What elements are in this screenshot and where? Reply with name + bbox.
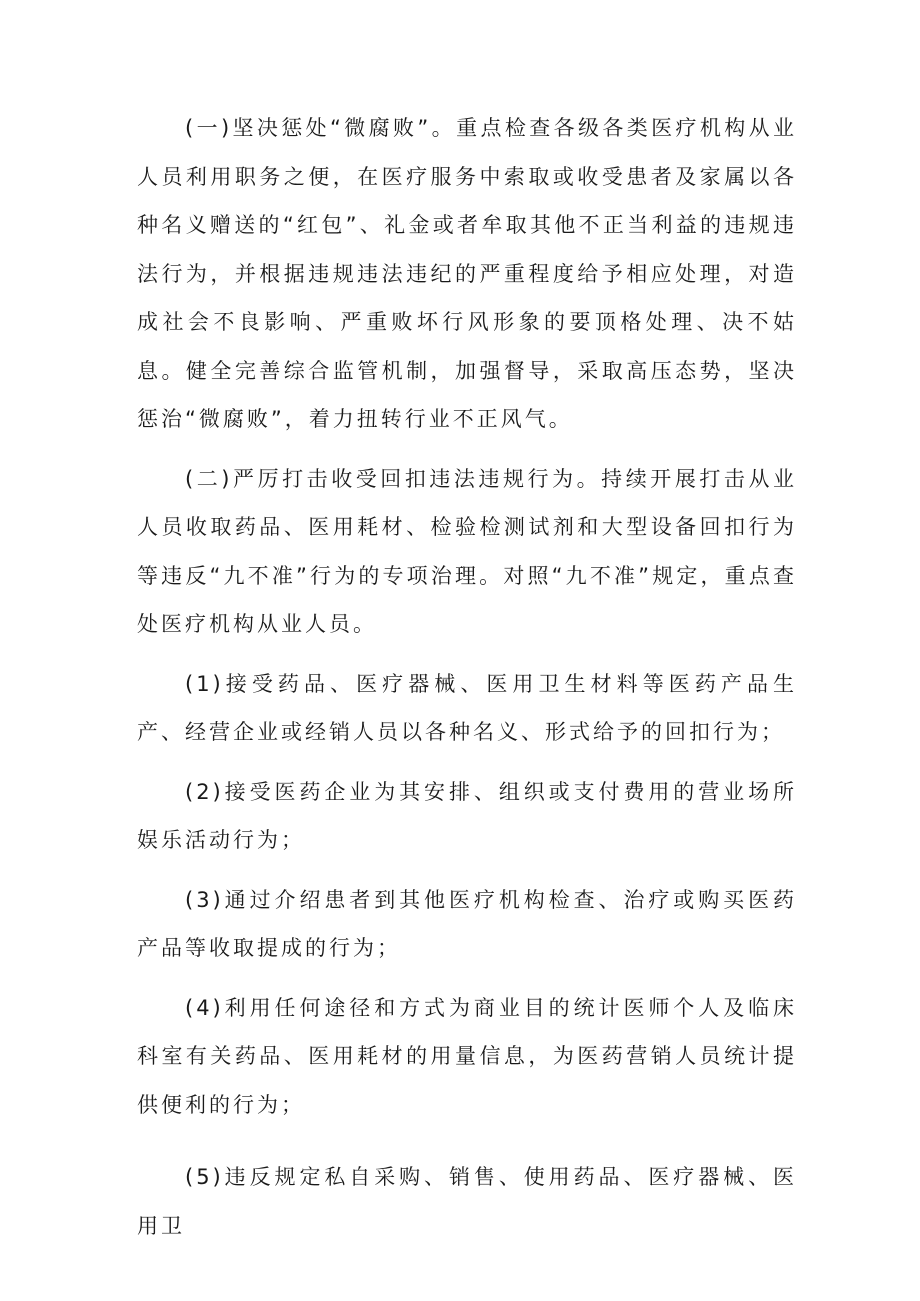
paragraph-item-2: (2)接受医药企业为其安排、组织或支付费用的营业场所娱乐活动行为； [137, 779, 797, 852]
document-body [137, 104, 797, 1250]
paragraph-section-2: (二)严厉打击收受回扣违法违规行为。持续开展打击从业人员收取药品、医用耗材、检验检测试剂和大型设备回扣行为等违反“九不准”行为的专项治理。对照“九不准”规定，重点查处医疗机构从业人员。 [137, 466, 797, 636]
paragraph-item-5: (5)违反规定私自采购、销售、使用药品、医疗器械、医用卫 [137, 1165, 797, 1238]
paragraph-section-1: (一)坚决惩处“微腐败”。重点检查各级各类医疗机构从业人员利用职务之便，在医疗服务中索取或收受患者及家属以各种名义赠送的“红包”、礼金或者牟取其他不正当利益的违规违法行为，并根据违规违法违纪的严重程度给予相应处理，对造成社会不良影响、严重败坏行风形象的要顶格处理、决不姑息。健全完善综合监管机制，加强督导，采取高压态势，坚决惩治“微腐败”，着力扭转行业不正风气。 [137, 116, 797, 431]
paragraph-item-3: (3)通过介绍患者到其他医疗机构检查、治疗或购买医药产品等收取提成的行为； [137, 887, 797, 960]
paragraph-item-1: (1)接受药品、医疗器械、医用卫生材料等医药产品生产、经营企业或经销人员以各种名义、形式给予的回扣行为； [137, 671, 797, 744]
paragraph-item-4: (4)利用任何途径和方式为商业目的统计医师个人及临床科室有关药品、医用耗材的用量信息，为医药营销人员统计提供便利的行为； [137, 995, 797, 1117]
